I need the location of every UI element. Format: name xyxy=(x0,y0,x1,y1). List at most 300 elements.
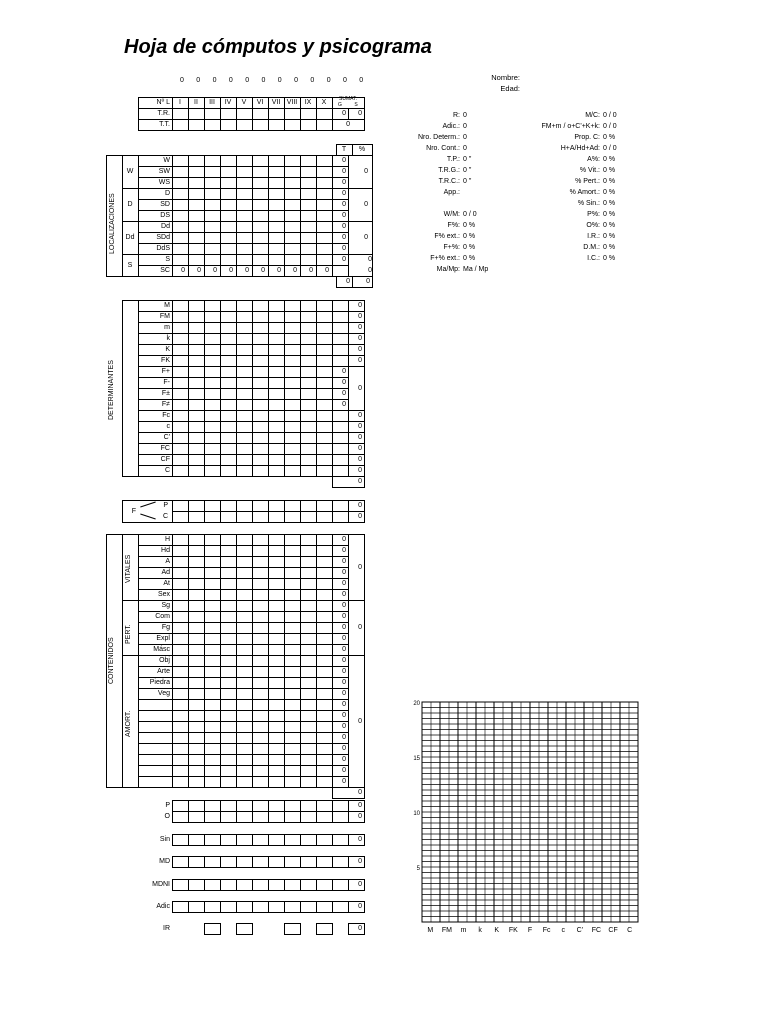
stat-value: 0 % xyxy=(603,134,616,141)
psychogram-chart xyxy=(408,698,640,938)
po-total-value: 0 xyxy=(358,802,362,809)
det-row-label: FM xyxy=(159,313,170,320)
cont-row-label: A xyxy=(165,558,170,565)
row-label-cell xyxy=(138,776,173,788)
stat-key: Ma/Mp: xyxy=(436,266,460,273)
stat-key: Nro. Cont.: xyxy=(426,145,460,152)
entry-cell[interactable] xyxy=(268,119,285,131)
entry-cell[interactable] xyxy=(188,776,205,788)
y-tick-label: 15 xyxy=(413,756,420,762)
entry-cell[interactable] xyxy=(236,834,253,846)
entry-cell[interactable] xyxy=(268,901,285,913)
roman-col-label: I xyxy=(179,99,181,106)
top-zero: 0 xyxy=(343,77,347,84)
stat-value: 0 % xyxy=(603,156,616,163)
entry-cell[interactable] xyxy=(252,834,269,846)
cont-row-label: Piedra xyxy=(149,679,170,686)
entry-cell[interactable] xyxy=(172,465,189,477)
stat-key: M/C: xyxy=(585,112,600,119)
entry-cell[interactable] xyxy=(236,856,253,868)
top-zero: 0 xyxy=(196,77,201,84)
cont-group-total-value: 0 xyxy=(358,717,362,725)
top-zero: 0 xyxy=(261,77,266,84)
det-sum-value: 0 xyxy=(358,478,362,485)
entry-cell[interactable] xyxy=(236,879,253,891)
sumat-s-value: 0 xyxy=(358,110,362,117)
total-value: 0 xyxy=(342,690,346,697)
top-zero: 0 xyxy=(326,77,331,84)
entry-value: 0 xyxy=(325,267,329,274)
x-tick-label: Fc xyxy=(542,927,551,934)
total-value: 0 xyxy=(342,591,346,598)
entry-cell[interactable] xyxy=(300,811,317,823)
sumat-label: SUMAT. xyxy=(339,96,357,102)
stat-key: R: xyxy=(453,112,460,119)
row-label: Dd xyxy=(161,223,170,230)
stat-value: 0 / 0 xyxy=(463,211,477,218)
stat-key: F+%: xyxy=(443,244,460,251)
entry-cell[interactable] xyxy=(316,834,333,846)
total-value: 0 xyxy=(342,401,346,408)
entry-cell[interactable] xyxy=(252,511,269,523)
entry-cell[interactable] xyxy=(236,119,253,131)
stat-left xyxy=(380,167,471,174)
entry-cell[interactable] xyxy=(220,856,237,868)
stat-value: Ma / Mp xyxy=(463,266,489,273)
stat-value: 0 % xyxy=(603,244,616,251)
group-total-cell xyxy=(348,254,373,277)
cont-row-label: At xyxy=(163,580,170,587)
x-tick-label: k xyxy=(478,927,482,934)
roman-col-label: VIII xyxy=(286,99,298,106)
stat-value: 0 % xyxy=(603,178,616,185)
det-row-label: FK xyxy=(161,357,170,364)
stat-right xyxy=(510,255,615,262)
top-zero: 0 xyxy=(294,77,298,84)
entry-cell[interactable] xyxy=(252,465,269,477)
cont-row-label: Ad xyxy=(161,569,170,576)
total-value: 0 xyxy=(342,756,346,763)
stat-key: Nro. Determ.: xyxy=(417,134,460,141)
sumat-g-value: 0 xyxy=(342,110,346,117)
stat-key: % Sin.: xyxy=(577,200,600,207)
total-value: 0 xyxy=(342,190,346,197)
stat-right xyxy=(510,123,617,130)
stat-key: % Vit.: xyxy=(579,167,600,174)
det-row-label: CF xyxy=(160,456,170,463)
entry-cell[interactable] xyxy=(300,834,317,846)
stat-value: 0 xyxy=(463,123,467,130)
total-value: 0 xyxy=(342,701,346,708)
total-value: 0 xyxy=(342,635,346,642)
stat-key: F%: xyxy=(447,222,460,229)
entry-cell[interactable] xyxy=(284,776,301,788)
po-row-label: P xyxy=(165,802,170,809)
total-value: 0 xyxy=(342,256,346,263)
total-value: 0 xyxy=(342,778,346,785)
stat-value: 0 / 0 xyxy=(603,123,617,130)
entry-cell[interactable] xyxy=(220,119,237,131)
det-total-value: 0 xyxy=(358,324,362,331)
entry-cell[interactable] xyxy=(236,776,253,788)
entry-value: 0 xyxy=(245,267,249,274)
nombre-label: Nombre: xyxy=(491,73,520,82)
entry-cell[interactable] xyxy=(268,879,285,891)
total-value: 0 xyxy=(342,767,346,774)
stat-right xyxy=(510,200,615,207)
entry-cell[interactable] xyxy=(268,511,285,523)
entry-cell[interactable] xyxy=(300,776,317,788)
ir-box[interactable] xyxy=(236,923,253,935)
cont-section-label: AMORT. xyxy=(125,710,132,737)
stat-right xyxy=(510,134,615,141)
entry-cell[interactable] xyxy=(268,776,285,788)
stat-key: Adic.: xyxy=(442,123,460,130)
entry-cell[interactable] xyxy=(268,811,285,823)
stat-key: FM+m / o+C'+K+k: xyxy=(541,123,600,130)
total-value: 0 xyxy=(342,157,346,164)
stat-left xyxy=(380,145,467,152)
stat-value: 0 xyxy=(463,112,467,119)
cont-row-label: Com xyxy=(155,613,170,620)
fpc-row-label: P xyxy=(163,502,168,509)
stat-left xyxy=(380,189,463,196)
group-total-value: 0 xyxy=(364,234,368,241)
ir-box[interactable] xyxy=(284,923,301,935)
entry-cell[interactable] xyxy=(252,856,269,868)
f-group-value: 0 xyxy=(358,384,362,392)
entry-cell[interactable] xyxy=(252,811,269,823)
x-tick-label: FC xyxy=(591,927,602,934)
stat-left xyxy=(380,255,475,262)
top-zero: 0 xyxy=(228,77,233,84)
stat-left xyxy=(380,266,488,273)
entry-cell[interactable] xyxy=(220,776,237,788)
row-label: DS xyxy=(160,212,170,219)
entry-cell[interactable] xyxy=(252,879,269,891)
total-value: 0 xyxy=(342,168,346,175)
entry-cell[interactable] xyxy=(220,511,237,523)
det-total-value: 0 xyxy=(358,335,362,342)
stat-left xyxy=(380,156,471,163)
stat-key: T.R.C.: xyxy=(438,178,460,185)
entry-cell[interactable] xyxy=(204,856,221,868)
det-row-label: k xyxy=(166,335,170,342)
entry-cell[interactable] xyxy=(236,465,253,477)
top-zero: 0 xyxy=(212,77,217,84)
stat-value: 0 % xyxy=(463,222,476,229)
entry-cell[interactable] xyxy=(172,511,189,523)
page-title: Hoja de cómputos y psicograma xyxy=(124,36,432,58)
stat-value: 0 xyxy=(463,145,467,152)
cont-row-label: Fg xyxy=(161,624,170,631)
cont-row-label: Obj xyxy=(159,657,170,664)
total-value: 0 xyxy=(342,390,346,397)
stat-right xyxy=(510,211,615,218)
x-tick-label: CF xyxy=(608,927,618,934)
entry-cell[interactable] xyxy=(284,119,301,131)
entry-cell[interactable] xyxy=(300,879,317,891)
x-tick-label: FM xyxy=(441,927,452,934)
entry-cell[interactable] xyxy=(220,465,237,477)
fpc-total-value: 0 xyxy=(358,502,362,509)
stat-value: 0 % xyxy=(463,255,476,262)
entry-cell[interactable] xyxy=(188,879,205,891)
stat-key: P%: xyxy=(587,211,600,218)
entry-cell[interactable] xyxy=(172,856,189,868)
fpc-total-value: 0 xyxy=(358,513,362,520)
total-value: 0 xyxy=(342,536,346,543)
entry-cell[interactable] xyxy=(284,901,301,913)
total-cell xyxy=(332,879,349,891)
row-label: DdS xyxy=(156,245,170,252)
entry-cell[interactable] xyxy=(236,811,253,823)
top-zero: 0 xyxy=(310,77,315,84)
total-value: 0 xyxy=(342,179,346,186)
det-row-label: Fc xyxy=(162,412,170,419)
stat-left xyxy=(380,112,467,119)
entry-cell[interactable] xyxy=(188,834,205,846)
cont-row-label: Sg xyxy=(161,602,170,609)
det-total-value: 0 xyxy=(358,313,362,320)
roman-col-label: VII xyxy=(271,99,281,106)
entry-cell[interactable] xyxy=(188,119,205,131)
entry-cell[interactable] xyxy=(268,834,285,846)
total-value: 0 xyxy=(342,569,346,576)
entry-cell[interactable] xyxy=(220,879,237,891)
stat-left xyxy=(380,134,467,141)
roman-col-label: II xyxy=(194,99,198,106)
roman-col-label: III xyxy=(209,99,215,106)
top-zero: 0 xyxy=(359,77,364,84)
det-total-value: 0 xyxy=(358,357,362,364)
entry-cell[interactable] xyxy=(284,511,301,523)
entry-cell[interactable] xyxy=(204,119,221,131)
entry-cell[interactable] xyxy=(220,901,237,913)
entry-cell[interactable] xyxy=(268,465,285,477)
entry-cell[interactable] xyxy=(300,856,317,868)
stat-key: I.C.: xyxy=(587,255,600,262)
stat-value: 0 / 0 xyxy=(603,145,617,152)
entry-cell[interactable] xyxy=(236,511,253,523)
cont-section-label: VITALES xyxy=(125,554,132,583)
ir-label: IR xyxy=(163,925,170,932)
total-value: 0 xyxy=(342,580,346,587)
entry-value: 0 xyxy=(213,267,217,274)
det-total-value: 0 xyxy=(358,412,362,419)
single-total-value: 0 xyxy=(358,858,362,865)
entry-cell[interactable] xyxy=(316,856,333,868)
entry-cell[interactable] xyxy=(236,901,253,913)
entry-value: 0 xyxy=(261,267,265,274)
entry-cell[interactable] xyxy=(188,811,205,823)
det-vertical-label: DETERMINANTES xyxy=(108,360,115,420)
entry-cell[interactable] xyxy=(316,511,333,523)
entry-cell[interactable] xyxy=(284,811,301,823)
entry-cell[interactable] xyxy=(284,465,301,477)
cont-row-label: Sex xyxy=(157,591,170,598)
entry-cell[interactable] xyxy=(188,856,205,868)
total-value: 0 xyxy=(342,624,346,631)
entry-cell[interactable] xyxy=(188,465,205,477)
entry-cell[interactable] xyxy=(204,511,221,523)
entry-cell[interactable] xyxy=(204,879,221,891)
po-total-value: 0 xyxy=(358,813,362,820)
entry-value: 0 xyxy=(197,267,201,274)
entry-cell[interactable] xyxy=(204,811,221,823)
det-total-value: 0 xyxy=(358,456,362,463)
row-label: W xyxy=(163,157,170,164)
entry-cell[interactable] xyxy=(300,465,317,477)
stat-key: App.: xyxy=(443,189,460,196)
stat-key: I.R.: xyxy=(587,233,600,240)
entry-cell[interactable] xyxy=(316,465,333,477)
entry-cell[interactable] xyxy=(316,776,333,788)
single-total-value: 0 xyxy=(358,881,362,888)
entry-cell[interactable] xyxy=(204,465,221,477)
row-label: D xyxy=(164,190,170,197)
total-value: 0 xyxy=(342,212,346,219)
total-value: 0 xyxy=(342,223,346,230)
entry-cell[interactable] xyxy=(172,901,189,913)
entry-cell[interactable] xyxy=(316,811,333,823)
stat-left xyxy=(380,222,475,229)
x-tick-label: m xyxy=(460,927,467,934)
stat-key: Prop. C: xyxy=(574,134,600,141)
stat-key: H+A/Hd+Ad: xyxy=(560,145,600,152)
single-row-label: Adic xyxy=(156,903,170,910)
entry-cell[interactable] xyxy=(284,879,301,891)
entry-cell[interactable] xyxy=(204,834,221,846)
entry-cell[interactable] xyxy=(300,511,317,523)
entry-cell[interactable] xyxy=(172,834,189,846)
row-label: SC xyxy=(160,267,170,274)
det-row-label: m xyxy=(164,324,170,331)
stat-key: F+% ext.: xyxy=(430,255,460,262)
entry-cell[interactable] xyxy=(172,776,189,788)
y-tick-label: 10 xyxy=(413,811,420,817)
x-tick-label: F xyxy=(527,927,533,934)
total-value: 0 xyxy=(342,245,346,252)
stat-left xyxy=(380,200,463,207)
entry-cell[interactable] xyxy=(204,776,221,788)
top-zero: 0 xyxy=(180,77,184,84)
cont-row-label: Arte xyxy=(157,668,170,675)
sumat-g: G xyxy=(338,102,342,108)
stat-key: % Amort.: xyxy=(569,189,600,196)
entry-value: 0 xyxy=(293,267,297,274)
det-total-value: 0 xyxy=(358,346,362,353)
x-tick-label: c xyxy=(561,927,565,934)
entry-cell[interactable] xyxy=(252,901,269,913)
single-row-label: MDNI xyxy=(152,881,170,888)
total-cell xyxy=(332,856,349,868)
entry-cell[interactable] xyxy=(268,856,285,868)
entry-cell[interactable] xyxy=(252,119,269,131)
det-row-label: c xyxy=(166,423,170,430)
x-tick-label: FK xyxy=(508,927,518,934)
total-cell xyxy=(332,811,349,823)
total-value: 0 xyxy=(342,734,346,741)
loc-vertical-label: LOCALIZACIONES xyxy=(109,193,116,254)
total-cell xyxy=(332,901,349,913)
group-total-value: 0 xyxy=(364,168,368,175)
stat-key: T.R.G.: xyxy=(438,167,460,174)
det-row-label: F+ xyxy=(161,368,170,375)
edad-label: Edad: xyxy=(500,84,520,93)
entry-cell[interactable] xyxy=(316,119,333,131)
roman-col-label: V xyxy=(241,99,247,106)
entry-cell[interactable] xyxy=(220,811,237,823)
entry-cell[interactable] xyxy=(188,901,205,913)
entry-value: 0 xyxy=(181,267,185,274)
fpc-row-label: C xyxy=(162,513,168,520)
entry-cell[interactable] xyxy=(172,811,189,823)
entry-cell[interactable] xyxy=(252,776,269,788)
cont-row-label: Expl xyxy=(156,635,170,642)
stat-left xyxy=(380,123,467,130)
total-value: 0 xyxy=(342,657,346,664)
top-zero: 0 xyxy=(277,77,282,84)
stat-value: 0 / 0 xyxy=(603,112,617,119)
roman-col-label: X xyxy=(321,99,327,106)
roman-col-label: VI xyxy=(256,99,264,106)
cont-section-label: PERT. xyxy=(125,623,132,644)
entry-cell[interactable] xyxy=(284,856,301,868)
cont-group-total-value: 0 xyxy=(358,563,362,571)
stat-right xyxy=(510,189,615,196)
single-row-label: MD xyxy=(159,858,170,865)
entry-value: 0 xyxy=(309,267,313,274)
stat-value: 0 " xyxy=(463,178,472,185)
entry-cell[interactable] xyxy=(172,119,189,131)
total-value: 0 xyxy=(342,613,346,620)
total-value: 0 xyxy=(342,379,346,386)
entry-cell[interactable] xyxy=(284,834,301,846)
entry-cell[interactable] xyxy=(316,879,333,891)
entry-cell[interactable] xyxy=(204,901,221,913)
entry-cell[interactable] xyxy=(300,901,317,913)
stat-key: F% ext.: xyxy=(434,233,460,240)
det-total-value: 0 xyxy=(358,445,362,452)
total-cell xyxy=(332,834,349,846)
stat-value: 0 % xyxy=(603,200,616,207)
entry-value: 0 xyxy=(229,267,233,274)
entry-cell[interactable] xyxy=(188,511,205,523)
cont-row-label: H xyxy=(164,536,170,543)
stat-key: D.M.: xyxy=(583,244,600,251)
entry-cell[interactable] xyxy=(172,879,189,891)
y-tick-label: 5 xyxy=(416,866,420,872)
stat-value: 0 % xyxy=(463,233,476,240)
entry-cell[interactable] xyxy=(220,834,237,846)
det-row-label: C xyxy=(164,467,170,474)
total-value: 0 xyxy=(342,646,346,653)
entry-cell[interactable] xyxy=(300,119,317,131)
loc-sum-value: 0 xyxy=(346,278,350,285)
stat-value: 0 xyxy=(463,134,467,141)
single-row-label: Sin xyxy=(159,836,170,843)
ir-box[interactable] xyxy=(204,923,221,935)
ir-box[interactable] xyxy=(316,923,333,935)
ir-value: 0 xyxy=(358,925,362,932)
entry-cell[interactable] xyxy=(316,901,333,913)
stat-left xyxy=(380,178,471,185)
stat-right xyxy=(510,244,615,251)
stat-right xyxy=(510,156,615,163)
y-tick-label: 20 xyxy=(413,701,420,707)
sumat-s: S xyxy=(354,102,358,108)
